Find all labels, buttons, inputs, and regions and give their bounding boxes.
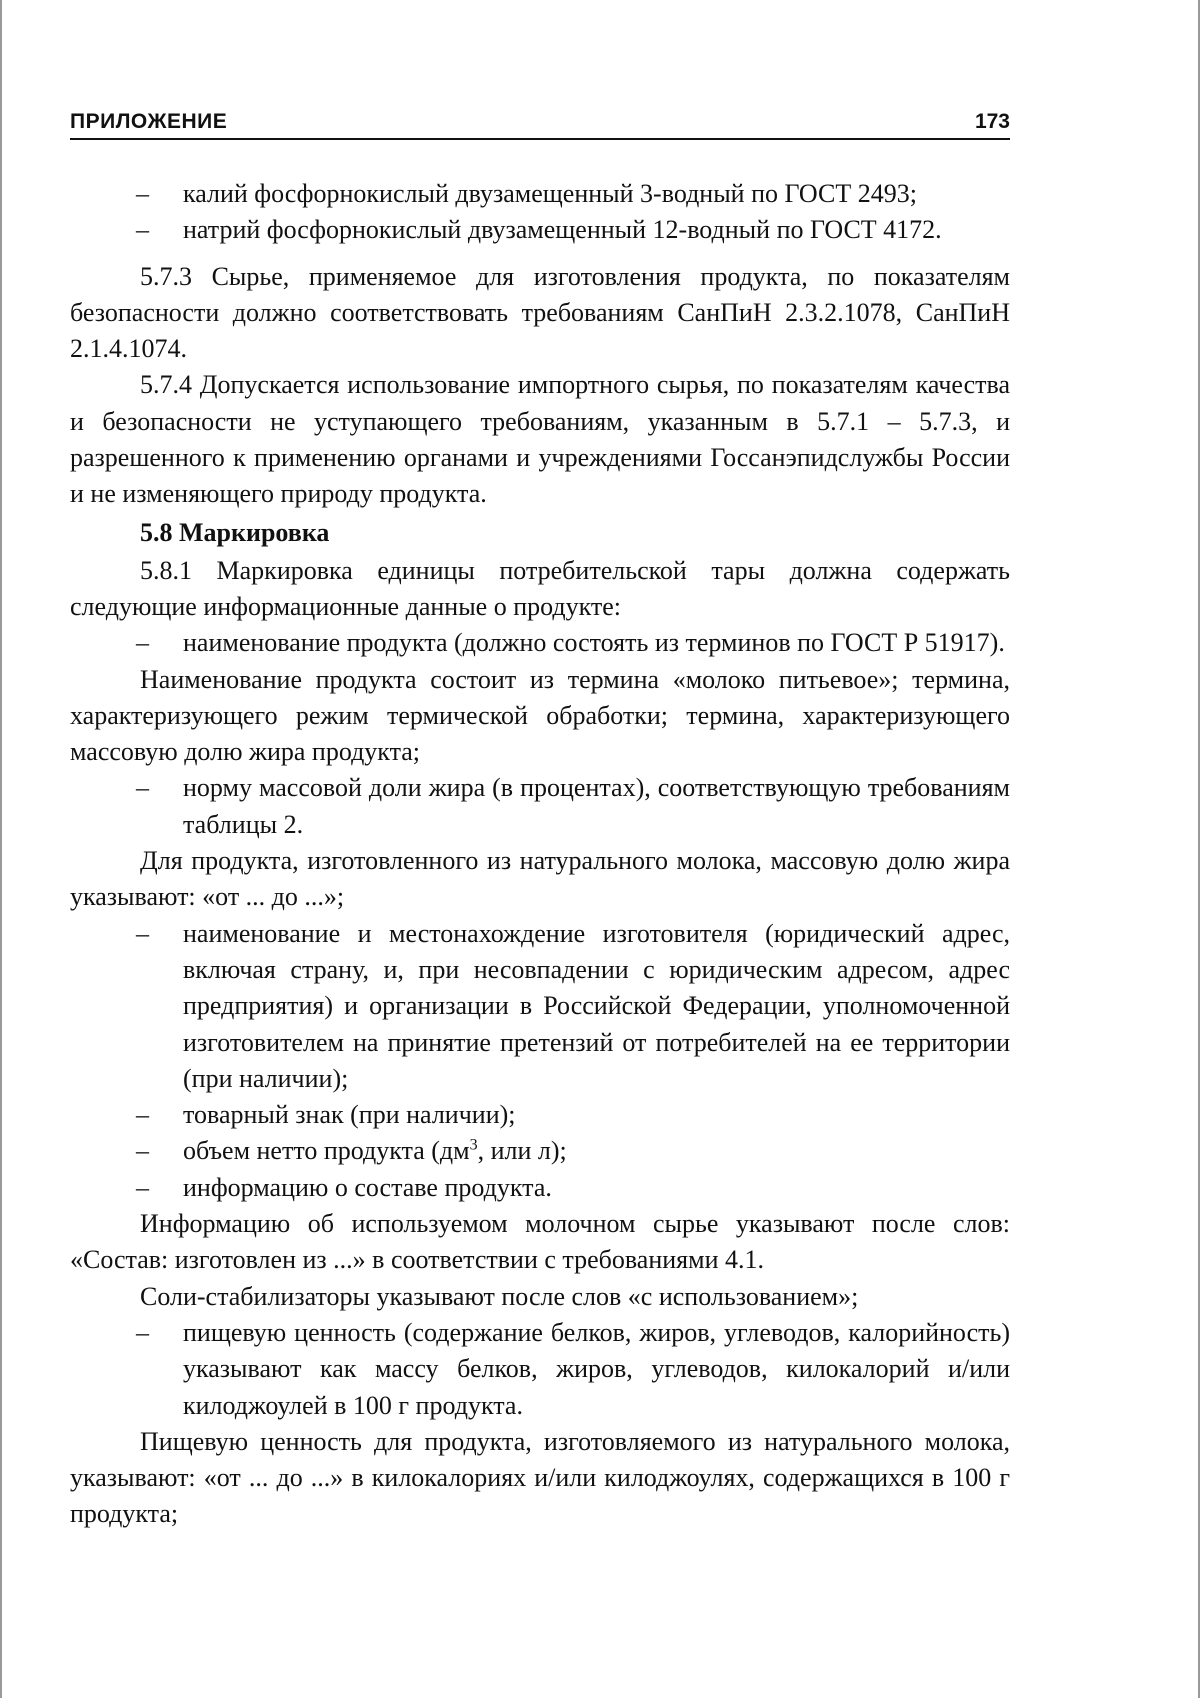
- list-item: [70, 1133, 1010, 1169]
- list-dash: –: [136, 918, 149, 948]
- list-dash: –: [136, 1317, 149, 1347]
- list-item: [70, 176, 1010, 212]
- paragraph-5-7-4: 5.7.4 Допускается использование импортного сырья, по показателям качества и безопасности не уступающего требованиям, указанным в 5.7.1 – 5.7.3, и разрешенного к применению органами и учреждениями Госсанэпидслужбы России и не изменяющего природу продукта.: [70, 370, 1010, 509]
- list-dash: –: [136, 773, 149, 803]
- page-body: [70, 176, 1010, 1533]
- paragraph: Соли-стабилизаторы указывают после слов «с использованием»;: [140, 1281, 859, 1311]
- section-heading: 5.8 Маркировка: [140, 517, 330, 547]
- header-title: ПРИЛОЖЕНИЕ: [70, 110, 228, 133]
- paragraph: Пищевую ценность для продукта, изготовляемого из натурального молока, указывают: «от ... до ...» в килокалориях и/или килоджоулях, содержащихся в 100 г продукта;: [70, 1426, 1010, 1529]
- list-item-text: калий фосфорнокислый двузамещенный 3-водный по ГОСТ 2493;: [183, 179, 917, 208]
- list-item: [70, 1315, 1010, 1424]
- page-border-left: [0, 0, 2, 1698]
- page-number: 173: [974, 110, 1010, 133]
- list-item-text: наименование продукта (должно состоять из терминов по ГОСТ Р 51917).: [183, 628, 1005, 658]
- superscript: 3: [469, 1136, 478, 1154]
- list-item: [70, 916, 1010, 1097]
- list-dash: –: [136, 1172, 149, 1202]
- list-dash: –: [136, 1100, 149, 1130]
- list-dash: –: [136, 628, 149, 658]
- list-item-text: объем нетто продукта (дм: [183, 1136, 470, 1166]
- paragraph-5-7-3: 5.7.3 Сырье, применяемое для изготовления продукта, по показателям безопасности должно соответствовать требованиям СанПиН 2.3.2.1078, СанПиН 2.1.4.1074.: [70, 261, 1010, 364]
- list-item-text-tail: , или л);: [477, 1136, 567, 1166]
- list-dash: –: [136, 1136, 149, 1166]
- list-item-text: информацию о составе продукта.: [183, 1172, 552, 1202]
- list-dash: –: [136, 179, 149, 208]
- paragraph-5-8-1: 5.8.1 Маркировка единицы потребительской тары должна содержать следующие информационные данные о продукте:: [70, 555, 1010, 621]
- paragraph: Информацию об используемом молочном сырье указывают после слов: «Состав: изготовлен из ...» в соответствии с требованиями 4.1.: [70, 1209, 1010, 1275]
- list-item-text: норму массовой доли жира (в процентах), соответствующую требованиям таблицы 2.: [183, 773, 1010, 839]
- list-item: [70, 212, 1010, 248]
- list-item: [70, 625, 1010, 661]
- list-item-text: наименование и местонахождение изготовителя (юридический адрес, включая страну, и, при несовпадении с юридическим адресом, адрес предприятия) и организации в Российской Федерации, уполномоченной изготовителем на принятие претензий от потребителей на ее территории (при наличии);: [183, 918, 1010, 1093]
- paragraph: Для продукта, изготовленного из натурального молока, массовую долю жира указывают: «от ... до ...»;: [70, 846, 1010, 912]
- list-item: [70, 1170, 1010, 1206]
- paragraph: Наименование продукта состоит из термина «молоко питьевое»; термина, характеризующего режим термической обработки; термина, характеризующего массовую долю жира продукта;: [70, 664, 1010, 767]
- list-item: [70, 770, 1010, 843]
- list-item-text: товарный знак (при наличии);: [183, 1100, 516, 1130]
- list-item-text: натрий фосфорнокислый двузамещенный 12-водный по ГОСТ 4172.: [183, 215, 942, 245]
- list-item: [70, 1097, 1010, 1133]
- list-dash: –: [136, 215, 149, 245]
- list-item-text: пищевую ценность (содержание белков, жиров, углеводов, калорийность) указывают как массу белков, жиров, углеводов, килокалорий и/или килоджоулей в 100 г продукта.: [183, 1317, 1010, 1420]
- running-header: [70, 110, 1010, 140]
